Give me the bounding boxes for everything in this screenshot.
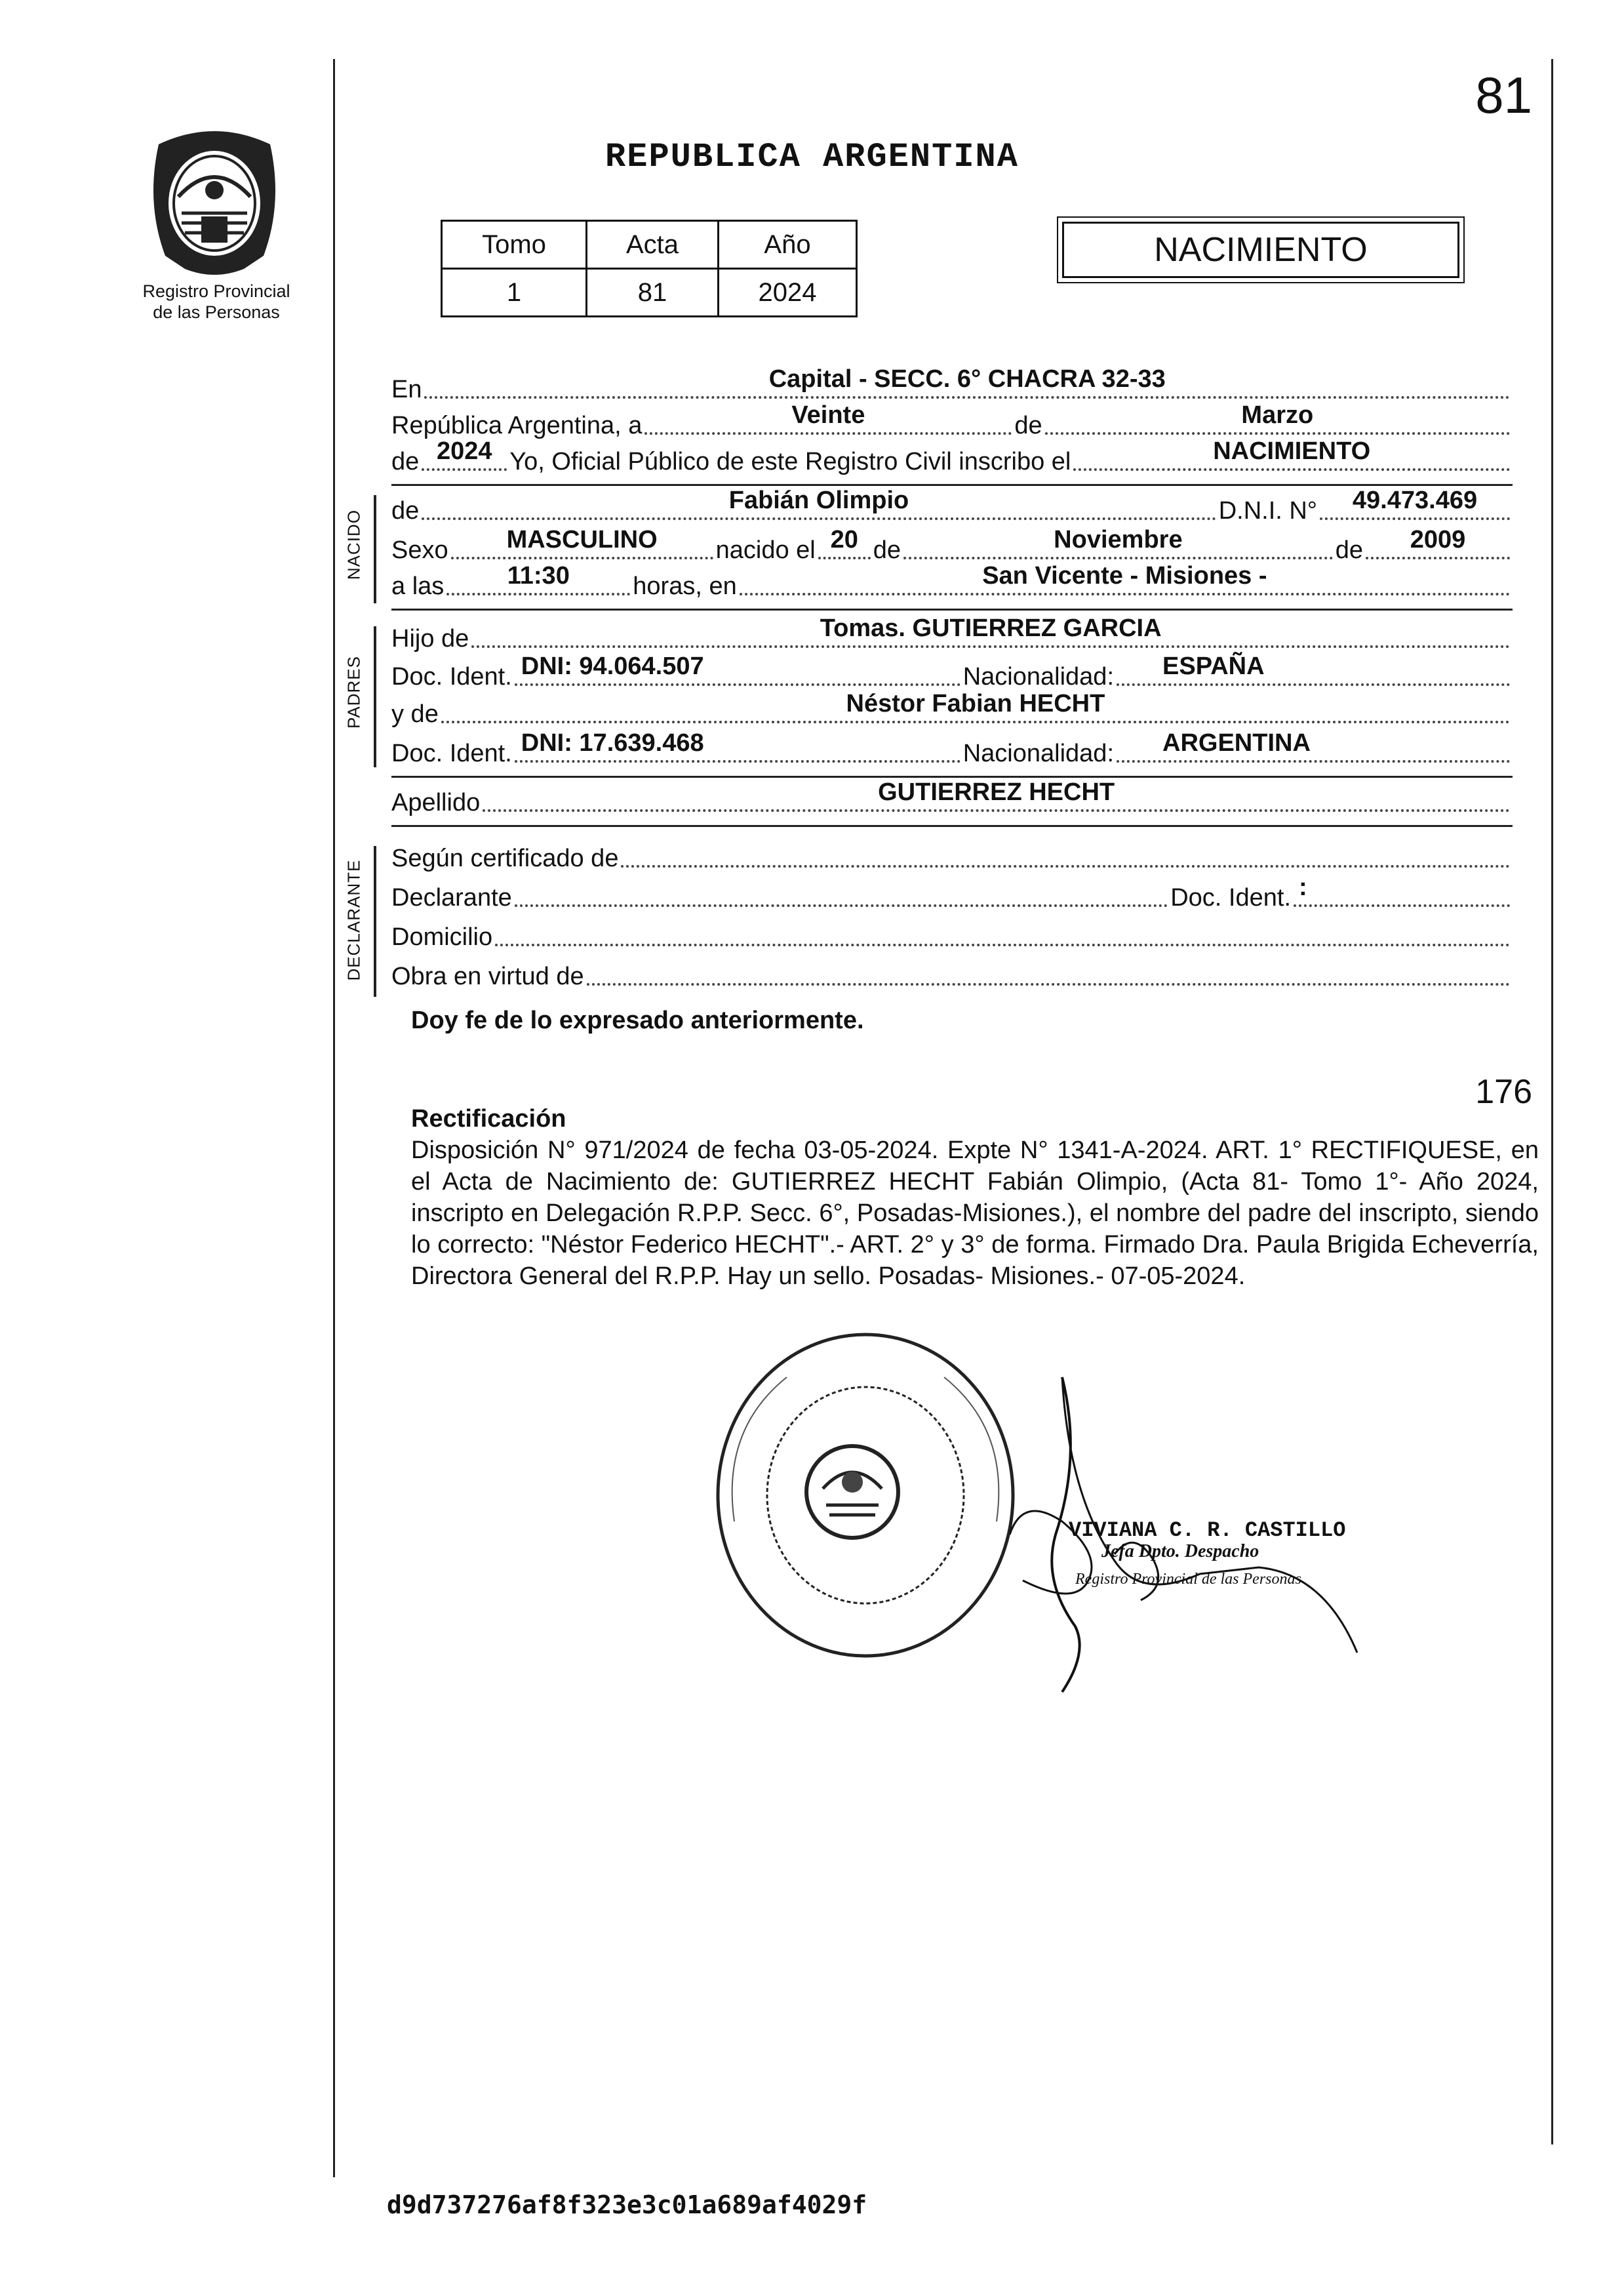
value-mother: Néstor Fabian HECHT (846, 690, 1105, 717)
fill-segun (621, 865, 1510, 868)
document-title: REPUBLICA ARGENTINA (605, 138, 1019, 176)
row-nacido-hora (391, 562, 1513, 603)
value-father-nac: ESPAÑA (1162, 653, 1265, 680)
section-rule-2 (391, 609, 1513, 611)
fill-month (1045, 401, 1510, 435)
signatory-office: Registro Provincial de las Personas (1075, 1571, 1301, 1588)
label-domicilio: Domicilio (391, 923, 493, 951)
fill-mother (441, 690, 1510, 723)
fill-declarante (515, 904, 1168, 907)
signatory-name: VIVIANA C. R. CASTILLO (1069, 1518, 1346, 1542)
value-day: Veinte (791, 401, 865, 429)
label-sexo: Sexo (391, 536, 448, 564)
nacido-side-label: NACIDO (344, 509, 364, 580)
logo-caption-line1: Registro Provincial (142, 281, 290, 301)
registry-table-value-row (442, 269, 857, 317)
value-declarante-doc: : (1299, 874, 1307, 901)
value-birth-day: 20 (830, 526, 858, 553)
registry-table-header-row (442, 221, 857, 269)
row-declarante (391, 874, 1513, 915)
label-de-year: de (1335, 536, 1363, 564)
label-de-month: de (873, 536, 901, 564)
fill-sexo (451, 526, 713, 559)
right-margin-line (1551, 59, 1553, 2144)
document-hash: d9d737276af8f323e3c01a689af4029f (387, 2190, 867, 2219)
label-en: En (391, 376, 422, 403)
row-segun (391, 843, 1513, 875)
fill-declarante-doc (1294, 874, 1510, 907)
label-obra: Obra en virtud de (391, 963, 584, 990)
fill-obra (587, 983, 1510, 986)
value-mother-doc: DNI: 17.639.468 (521, 729, 704, 757)
value-mother-nac: ARGENTINA (1162, 729, 1311, 757)
logo-caption (111, 281, 321, 323)
rectificacion-body: Disposición N° 971/2024 de fecha 03-05-2024. Expte N° 1341-A-2024. ART. 1° RECTIFIQUESE, en el Acta de Nacimiento de: GUTIERREZ HECHT Fabián Olimpio, (Acta 81- Tomo 1°- Año 2024, inscripto en Delegación R.P.P. Secc. 6°, Posadas-Misiones.), el nombre del padre del inscripto, siendo lo correcto: "Néstor Federico HECHT".- ART. 2° y 3° de forma. Firmado Dra. Paula Brigida Echeverría, Directora General del R.P.P. Hay un sello. Posadas- Misiones.- 07-05-2024. (411, 1137, 1539, 1290)
rectificacion-title: Rectificación (411, 1105, 566, 1133)
section-rule-4 (391, 825, 1513, 827)
fill-time (446, 562, 630, 595)
label-segun: Según certificado de (391, 845, 619, 872)
fill-birth-month (903, 526, 1333, 559)
label-y-de: y de (391, 700, 439, 728)
label-de2: de (391, 448, 420, 475)
row-apellido (391, 778, 1513, 820)
fill-mother-nac (1117, 729, 1510, 763)
label-declarante-doc: Doc. Ident. (1170, 884, 1291, 912)
fill-birth-year (1366, 526, 1510, 559)
value-birth-month: Noviembre (1054, 526, 1183, 553)
fill-place (740, 562, 1510, 595)
row-father-doc (391, 653, 1513, 694)
value-birth-time: 11:30 (507, 562, 570, 590)
fill-dni (1320, 487, 1510, 520)
value-tomo: 1 (442, 269, 587, 317)
value-month: Marzo (1241, 401, 1314, 429)
padres-side-label: PADRES (344, 656, 364, 729)
label-declarante: Declarante (391, 884, 512, 912)
declarante-bracket (374, 846, 376, 997)
label-mother-doc: Doc. Ident. (391, 740, 512, 767)
value-ano: 2024 (719, 269, 857, 317)
rectificacion-number: 176 (1475, 1073, 1532, 1111)
value-birth-place: San Vicente - Misiones - (982, 562, 1267, 590)
label-mother-nac: Nacionalidad: (962, 740, 1114, 767)
header-ano: Año (719, 221, 857, 269)
official-stamp (708, 1325, 1023, 1666)
value-child-dni: 49.473.469 (1352, 487, 1478, 514)
section-rule-3 (391, 776, 1513, 778)
fill-en (424, 365, 1510, 399)
label-nacido-el: nacido el (715, 536, 816, 564)
signatory-role: Jefa Dpto. Despacho (1101, 1541, 1259, 1561)
nacido-bracket (374, 495, 376, 603)
label-hijo-de: Hijo de (391, 625, 469, 653)
value-en: Capital - SECC. 6° CHACRA 32-33 (768, 365, 1166, 393)
label-father-doc: Doc. Ident. (391, 663, 512, 691)
fill-name (422, 487, 1216, 520)
logo-caption-line2: de las Personas (153, 302, 280, 322)
fill-domicilio (495, 944, 1510, 946)
row-domicilio (391, 921, 1513, 954)
value-sexo: MASCULINO (506, 526, 658, 553)
value-acta: 81 (587, 269, 719, 317)
value-inscribo: NACIMIENTO (1213, 437, 1371, 465)
row-oficial (391, 437, 1513, 479)
row-hijo-de (391, 614, 1513, 656)
fill-father-doc (515, 653, 961, 686)
header-acta: Acta (587, 221, 719, 269)
label-apellido: Apellido (391, 789, 481, 816)
fill-year (422, 437, 507, 471)
value-father-doc: DNI: 94.064.507 (521, 653, 704, 680)
label-a-las: a las (391, 573, 445, 600)
value-child-name: Fabián Olimpio (728, 487, 909, 514)
padres-bracket (374, 626, 376, 767)
value-father: Tomas. GUTIERREZ GARCIA (820, 614, 1162, 642)
fill-apellido (483, 778, 1510, 812)
section-rule-1 (391, 484, 1513, 486)
label-father-nac: Nacionalidad: (962, 663, 1114, 691)
declarante-side-label: DECLARANTE (344, 859, 364, 981)
row-obra (391, 961, 1513, 994)
label-de: de (1014, 412, 1042, 439)
left-margin-line (333, 59, 335, 2177)
fill-mother-doc (515, 729, 961, 763)
label-horas: horas, en (633, 573, 737, 600)
label-republica: República Argentina, a (391, 412, 643, 439)
document-type-box: NACIMIENTO (1062, 222, 1459, 278)
fill-birth-day (818, 526, 871, 559)
value-birth-year: 2009 (1410, 526, 1466, 553)
page-number: 81 (1475, 66, 1532, 124)
fill-father-nac (1117, 653, 1510, 686)
row-nacido-name (391, 487, 1513, 528)
fill-inscribo (1073, 437, 1510, 471)
label-nacido-de: de (391, 497, 420, 525)
fill-father (471, 614, 1510, 648)
value-year: 2024 (437, 437, 492, 465)
fill-day (644, 401, 1012, 435)
row-y-de (391, 690, 1513, 731)
value-apellido: GUTIERREZ HECHT (878, 778, 1115, 806)
header-tomo: Tomo (442, 221, 587, 269)
registry-table (441, 220, 858, 317)
label-dni: D.N.I. N° (1218, 497, 1317, 525)
label-oficial: Yo, Oficial Público de este Registro Civil inscribo el (509, 448, 1071, 475)
doy-fe-statement: Doy fe de lo expresado anteriormente. (411, 1007, 864, 1034)
row-mother-doc (391, 729, 1513, 771)
